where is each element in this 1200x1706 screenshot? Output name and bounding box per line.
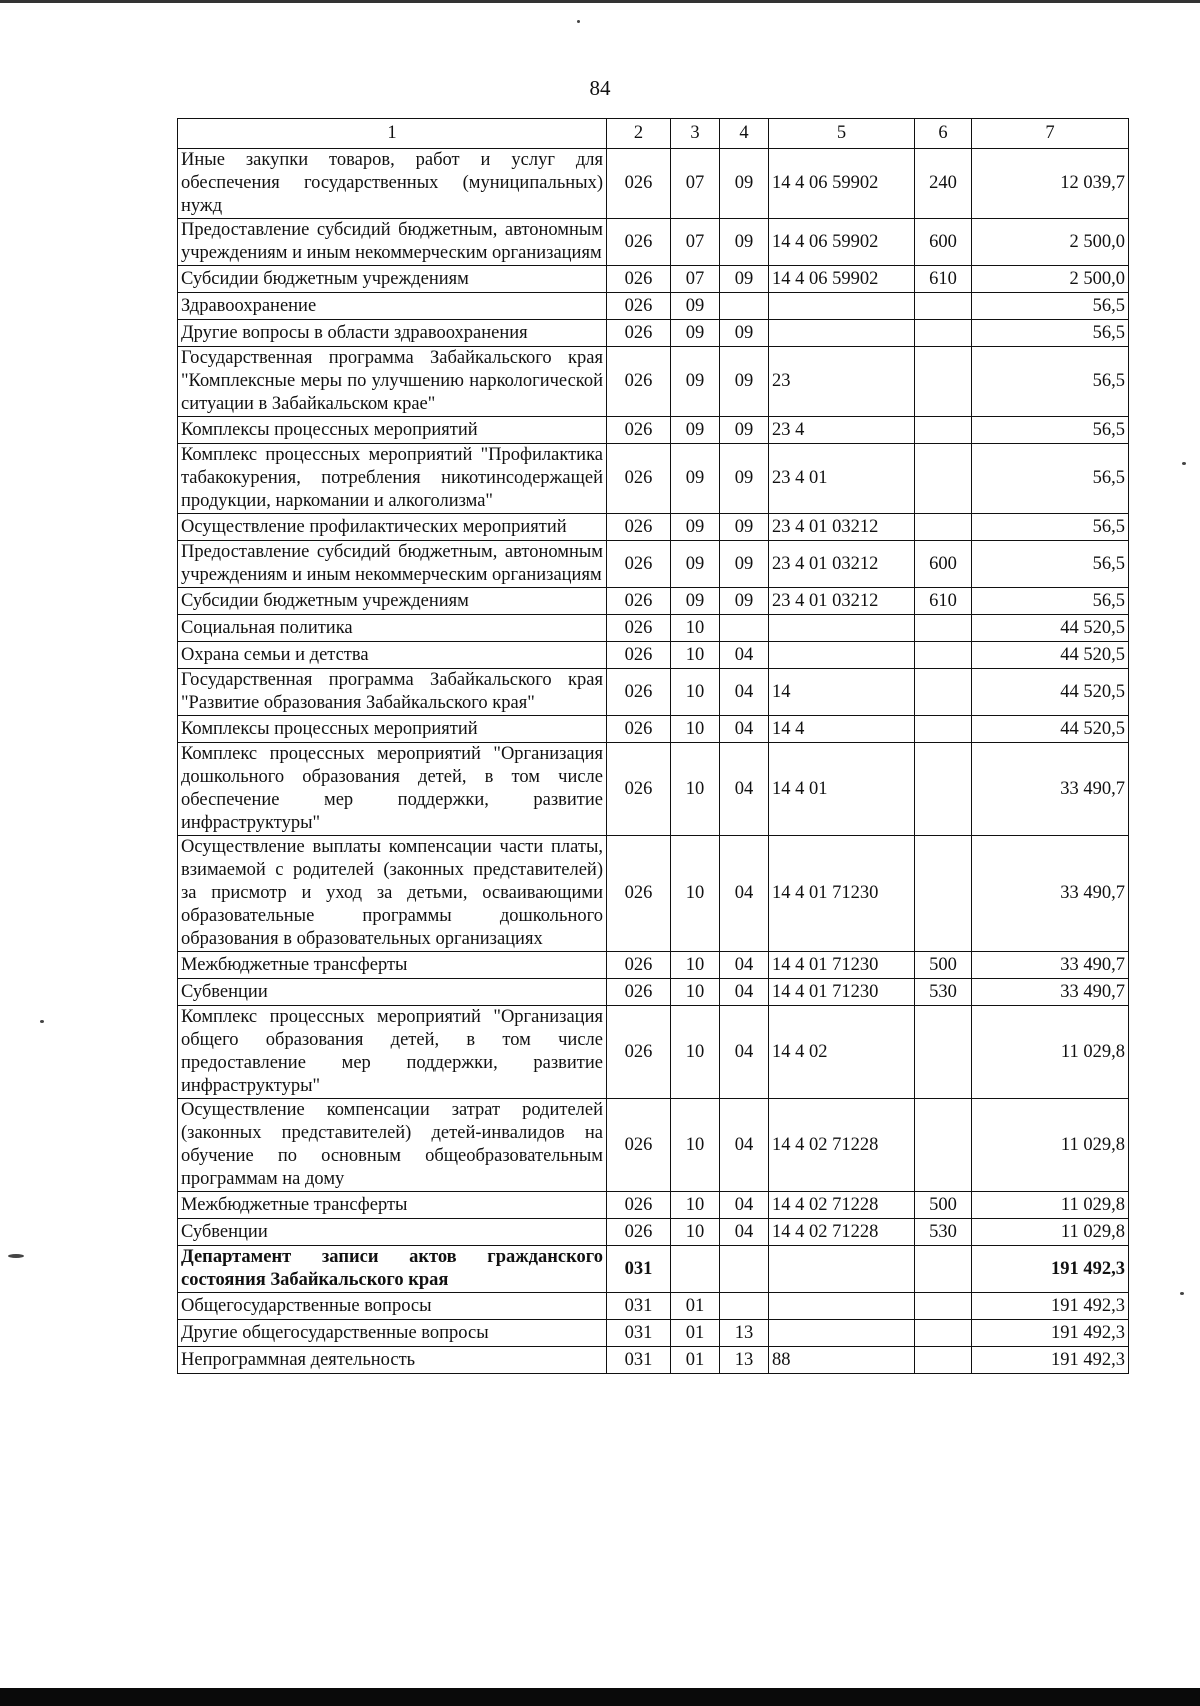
row-admin-code: 026 [607,615,671,642]
row-subsection: 09 [720,588,769,615]
row-amount: 11 029,8 [972,1099,1129,1192]
row-section: 01 [671,1320,720,1347]
row-admin-code: 026 [607,347,671,417]
row-subsection: 13 [720,1320,769,1347]
row-subsection: 09 [720,347,769,417]
row-name: Другие вопросы в области здравоохранения [178,320,607,347]
row-target-code [769,320,915,347]
row-admin-code: 026 [607,979,671,1006]
row-section: 10 [671,642,720,669]
row-target-code: 14 4 06 59902 [769,219,915,266]
table-row [178,444,1129,514]
row-admin-code: 026 [607,266,671,293]
table-row [178,541,1129,588]
row-amount: 44 520,5 [972,615,1129,642]
row-section: 10 [671,743,720,836]
row-subsection: 13 [720,1347,769,1374]
table-header-row [178,119,1129,149]
row-expense-type [915,1246,972,1293]
row-amount: 191 492,3 [972,1293,1129,1320]
row-target-code: 14 4 06 59902 [769,266,915,293]
header-col-3: 3 [671,119,720,149]
row-target-code: 88 [769,1347,915,1374]
row-admin-code: 026 [607,149,671,219]
row-amount: 2 500,0 [972,266,1129,293]
table-row [178,320,1129,347]
row-expense-type [915,669,972,716]
table-row [178,836,1129,952]
row-admin-code: 026 [607,444,671,514]
row-section: 01 [671,1347,720,1374]
row-section: 10 [671,716,720,743]
row-subsection: 04 [720,979,769,1006]
table-row [178,952,1129,979]
row-section: 07 [671,149,720,219]
table-row [178,347,1129,417]
table-row [178,149,1129,219]
row-subsection: 04 [720,952,769,979]
row-admin-code: 026 [607,417,671,444]
table-row [178,266,1129,293]
row-amount: 33 490,7 [972,743,1129,836]
row-name: Субсидии бюджетным учреждениям [178,266,607,293]
row-target-code [769,1293,915,1320]
row-name: Межбюджетные трансферты [178,1192,607,1219]
row-subsection: 04 [720,1006,769,1099]
scan-speck [1180,1292,1184,1295]
table-row [178,642,1129,669]
table-row [178,1320,1129,1347]
row-expense-type: 610 [915,266,972,293]
row-subsection: 09 [720,541,769,588]
row-section: 09 [671,347,720,417]
row-admin-code: 026 [607,836,671,952]
row-amount: 33 490,7 [972,979,1129,1006]
table-row [178,1347,1129,1374]
row-expense-type [915,1347,972,1374]
row-target-code: 14 4 [769,716,915,743]
row-subsection: 04 [720,716,769,743]
table-body [178,149,1129,1374]
row-name: Комплексы процессных мероприятий [178,417,607,444]
row-amount: 56,5 [972,293,1129,320]
row-name: Департамент записи актов гражданского состояния Забайкальского края [178,1246,607,1293]
row-section: 10 [671,836,720,952]
row-admin-code: 026 [607,1219,671,1246]
row-name: Комплексы процессных мероприятий [178,716,607,743]
row-target-code: 14 [769,669,915,716]
table-row [178,417,1129,444]
row-name: Осуществление выплаты компенсации части платы, взимаемой с родителей (законных представителей) за присмотр и уход за детьми, осваивающими образовательные программы дошкольного образования в образовательных организациях [178,836,607,952]
row-amount: 33 490,7 [972,836,1129,952]
row-section: 07 [671,219,720,266]
row-target-code: 23 [769,347,915,417]
row-subsection [720,1293,769,1320]
row-expense-type [915,347,972,417]
row-name: Комплекс процессных мероприятий "Организация дошкольного образования детей, в том числе обеспечение мер поддержки, развитие инфраструктуры" [178,743,607,836]
row-admin-code: 026 [607,588,671,615]
row-section: 10 [671,1099,720,1192]
row-subsection: 09 [720,320,769,347]
row-name: Социальная политика [178,615,607,642]
row-section [671,1246,720,1293]
row-subsection [720,1246,769,1293]
row-expense-type [915,743,972,836]
row-section: 09 [671,514,720,541]
budget-table [177,118,1129,1374]
table-row [178,1099,1129,1192]
row-expense-type: 500 [915,952,972,979]
row-expense-type [915,615,972,642]
row-section: 09 [671,444,720,514]
row-name: Здравоохранение [178,293,607,320]
header-col-4: 4 [720,119,769,149]
row-subsection: 04 [720,642,769,669]
table-row [178,514,1129,541]
row-expense-type [915,514,972,541]
row-expense-type: 240 [915,149,972,219]
row-section: 09 [671,541,720,588]
header-col-1: 1 [178,119,607,149]
row-subsection: 09 [720,514,769,541]
row-admin-code: 026 [607,219,671,266]
row-name: Межбюджетные трансферты [178,952,607,979]
header-col-7: 7 [972,119,1129,149]
row-subsection: 04 [720,1192,769,1219]
row-target-code [769,293,915,320]
row-amount: 44 520,5 [972,642,1129,669]
row-name: Предоставление субсидий бюджетным, автономным учреждениям и иным некоммерческим организациям [178,541,607,588]
row-target-code: 23 4 01 03212 [769,514,915,541]
row-admin-code: 031 [607,1293,671,1320]
row-target-code: 14 4 01 [769,743,915,836]
row-target-code: 23 4 01 03212 [769,541,915,588]
row-section: 10 [671,669,720,716]
table-row [178,588,1129,615]
row-name: Субвенции [178,1219,607,1246]
row-expense-type [915,1099,972,1192]
row-subsection: 04 [720,669,769,716]
row-amount: 56,5 [972,347,1129,417]
row-expense-type [915,1320,972,1347]
row-expense-type [915,1293,972,1320]
row-name: Субсидии бюджетным учреждениям [178,588,607,615]
row-admin-code: 031 [607,1246,671,1293]
table-row [178,1246,1129,1293]
row-admin-code: 026 [607,743,671,836]
row-expense-type [915,836,972,952]
row-subsection [720,615,769,642]
row-target-code: 14 4 06 59902 [769,149,915,219]
row-section: 07 [671,266,720,293]
row-expense-type: 500 [915,1192,972,1219]
row-section: 09 [671,320,720,347]
row-amount: 2 500,0 [972,219,1129,266]
row-admin-code: 026 [607,642,671,669]
row-target-code: 14 4 02 71228 [769,1192,915,1219]
scan-top-edge [0,0,1200,3]
scan-speck [1182,462,1186,465]
row-expense-type [915,293,972,320]
row-name: Осуществление профилактических мероприятий [178,514,607,541]
row-section: 10 [671,979,720,1006]
table-row [178,1006,1129,1099]
scan-speck [8,1254,24,1258]
row-subsection: 09 [720,219,769,266]
row-target-code: 14 4 01 71230 [769,952,915,979]
table-row [178,1219,1129,1246]
row-subsection [720,293,769,320]
row-subsection: 09 [720,266,769,293]
row-amount: 56,5 [972,444,1129,514]
row-name: Государственная программа Забайкальского края "Развитие образования Забайкальского края" [178,669,607,716]
row-name: Общегосударственные вопросы [178,1293,607,1320]
scan-speck [40,1020,44,1023]
row-admin-code: 026 [607,541,671,588]
row-target-code: 23 4 01 03212 [769,588,915,615]
table-row [178,716,1129,743]
row-expense-type: 600 [915,219,972,266]
row-target-code: 23 4 [769,417,915,444]
row-subsection: 04 [720,743,769,836]
row-subsection: 09 [720,417,769,444]
row-amount: 12 039,7 [972,149,1129,219]
row-name: Предоставление субсидий бюджетным, автономным учреждениям и иным некоммерческим организациям [178,219,607,266]
page-number: 84 [589,76,611,100]
row-target-code [769,642,915,669]
row-section: 09 [671,588,720,615]
row-target-code [769,1320,915,1347]
row-section: 10 [671,1192,720,1219]
row-section: 10 [671,952,720,979]
row-section: 10 [671,1006,720,1099]
row-admin-code: 026 [607,1192,671,1219]
row-subsection: 09 [720,149,769,219]
row-target-code: 14 4 02 71228 [769,1099,915,1192]
row-admin-code: 026 [607,293,671,320]
row-amount: 44 520,5 [972,669,1129,716]
row-name: Непрограммная деятельность [178,1347,607,1374]
row-amount: 56,5 [972,417,1129,444]
header-col-5: 5 [769,119,915,149]
row-name: Субвенции [178,979,607,1006]
row-section: 09 [671,417,720,444]
row-expense-type [915,642,972,669]
row-amount: 44 520,5 [972,716,1129,743]
row-target-code [769,615,915,642]
row-name: Комплекс процессных мероприятий "Профилактика табакокурения, потребления никотинсодержащей продукции, наркомании и алкоголизма" [178,444,607,514]
row-expense-type [915,417,972,444]
header-col-2: 2 [607,119,671,149]
row-admin-code: 026 [607,1099,671,1192]
row-section: 09 [671,293,720,320]
row-admin-code: 031 [607,1347,671,1374]
table-row [178,1192,1129,1219]
scan-bottom-edge [0,1688,1200,1706]
row-amount: 11 029,8 [972,1219,1129,1246]
row-subsection: 09 [720,444,769,514]
row-amount: 56,5 [972,541,1129,588]
row-admin-code: 026 [607,716,671,743]
row-amount: 191 492,3 [972,1246,1129,1293]
row-amount: 56,5 [972,588,1129,615]
row-admin-code: 026 [607,669,671,716]
row-expense-type: 600 [915,541,972,588]
row-target-code: 14 4 02 [769,1006,915,1099]
row-target-code: 14 4 01 71230 [769,979,915,1006]
table-row [178,743,1129,836]
row-subsection: 04 [720,836,769,952]
row-expense-type [915,320,972,347]
row-expense-type [915,1006,972,1099]
row-admin-code: 026 [607,952,671,979]
row-target-code: 14 4 01 71230 [769,836,915,952]
row-expense-type: 530 [915,1219,972,1246]
row-subsection: 04 [720,1099,769,1192]
table-row [178,1293,1129,1320]
row-amount: 56,5 [972,320,1129,347]
row-amount: 191 492,3 [972,1320,1129,1347]
row-subsection: 04 [720,1219,769,1246]
table-row [178,669,1129,716]
row-amount: 191 492,3 [972,1347,1129,1374]
row-section: 10 [671,615,720,642]
row-name: Охрана семьи и детства [178,642,607,669]
row-target-code [769,1246,915,1293]
table-row [178,615,1129,642]
table-row [178,293,1129,320]
row-name: Государственная программа Забайкальского края "Комплексные меры по улучшению наркологической ситуации в Забайкальском крае" [178,347,607,417]
row-admin-code: 026 [607,514,671,541]
row-admin-code: 026 [607,320,671,347]
table-row [178,979,1129,1006]
row-amount: 11 029,8 [972,1192,1129,1219]
row-name: Комплекс процессных мероприятий "Организация общего образования детей, в том числе предоставление мер поддержки, развитие инфраструктуры" [178,1006,607,1099]
row-expense-type: 610 [915,588,972,615]
row-amount: 56,5 [972,514,1129,541]
row-amount: 11 029,8 [972,1006,1129,1099]
scan-speck [577,20,580,23]
row-expense-type [915,716,972,743]
row-name: Иные закупки товаров, работ и услуг для обеспечения государственных (муниципальных) нужд [178,149,607,219]
table-row [178,219,1129,266]
row-target-code: 14 4 02 71228 [769,1219,915,1246]
row-amount: 33 490,7 [972,952,1129,979]
row-target-code: 23 4 01 [769,444,915,514]
row-section: 10 [671,1219,720,1246]
row-expense-type [915,444,972,514]
row-admin-code: 031 [607,1320,671,1347]
row-name: Осуществление компенсации затрат родителей (законных представителей) детей-инвалидов на обучение по основным общеобразовательным программам на дому [178,1099,607,1192]
header-col-6: 6 [915,119,972,149]
row-admin-code: 026 [607,1006,671,1099]
row-name: Другие общегосударственные вопросы [178,1320,607,1347]
row-expense-type: 530 [915,979,972,1006]
row-section: 01 [671,1293,720,1320]
